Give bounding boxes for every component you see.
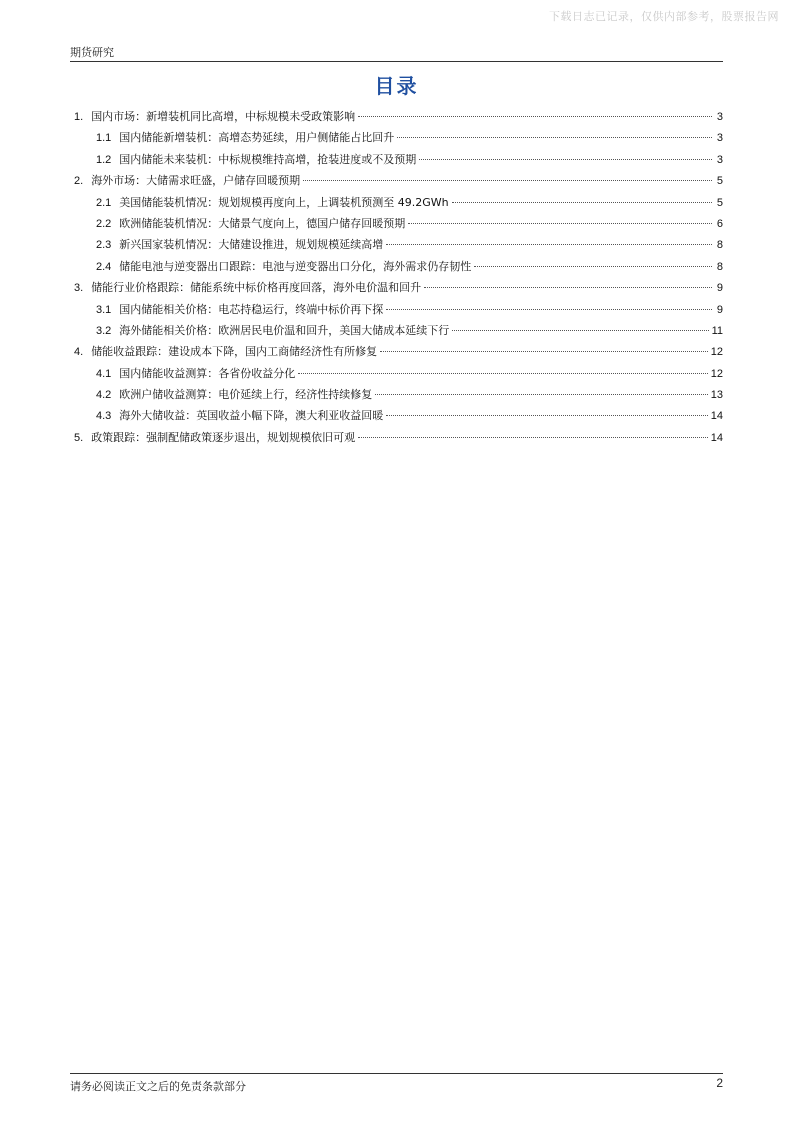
toc-entry[interactable] [70, 384, 723, 405]
toc-entry-title: 国内储能新增装机：高增态势延续，用户侧储能占比回升 [119, 131, 395, 145]
toc-entry-title: 政策跟踪：强制配储政策逐步退出，规划规模依旧可观 [91, 430, 356, 444]
toc-entry[interactable] [70, 341, 723, 362]
toc-leader-dots [419, 159, 712, 160]
toc-entry-title: 欧洲户储收益测算：电价延续上行，经济性持续修复 [119, 388, 373, 402]
toc-entry-title: 欧洲储能装机情况：大储景气度向上，德国户储存回暖预期 [119, 216, 406, 230]
toc-entry-title: 储能行业价格跟踪：储能系统中标价格再度回落，海外电价温和回升 [91, 281, 422, 295]
toc-entry-number: 1.2 [96, 153, 112, 166]
toc-leader-dots [474, 266, 712, 267]
toc-entry[interactable] [70, 427, 723, 448]
toc-entry-number: 3.2 [96, 324, 112, 337]
toc-entry-title: 美国储能装机情况：规划规模再度向上，上调装机预测至 49.2GWh [119, 195, 449, 209]
toc-entry[interactable] [70, 277, 723, 298]
toc-entry-title: 海外储能相关价格：欧洲居民电价温和回升，美国大储成本延续下行 [119, 323, 450, 337]
toc-entry-title: 国内储能收益测算：各省份收益分化 [119, 366, 296, 380]
toc-leader-dots [358, 116, 712, 117]
toc-entry-title: 国内市场：新增装机同比高增，中标规模未受政策影响 [91, 110, 356, 123]
toc-entry-number: 2.1 [96, 196, 112, 209]
toc-entry-page: 14 [710, 431, 723, 444]
toc-entry[interactable] [70, 149, 723, 170]
toc-entry-page: 8 [716, 260, 723, 273]
toc-leader-dots [380, 351, 708, 352]
toc-leader-dots [375, 394, 707, 395]
toc-entry-title: 海外市场：大储需求旺盛，户储存回暖预期 [91, 174, 301, 188]
toc-entry-number: 4. [74, 346, 84, 359]
toc-entry-number: 5. [74, 431, 84, 444]
toc-entry-page: 14 [710, 410, 723, 423]
toc-entry-page: 12 [710, 346, 723, 359]
toc-entry[interactable] [70, 213, 723, 234]
toc-entry-number: 4.2 [96, 389, 112, 402]
toc-entry-page: 5 [716, 196, 723, 209]
page-number: 2 [716, 1076, 723, 1090]
toc-entry-number: 3.1 [96, 303, 112, 316]
toc-leader-dots [358, 437, 708, 438]
toc-entry-number: 4.1 [96, 367, 112, 380]
toc-leader-dots [452, 202, 712, 203]
toc-leader-dots [397, 137, 712, 138]
toc-entry-title: 国内储能未来装机：中标规模维持高增，抢装进度或不及预期 [119, 152, 417, 166]
toc-entry-title: 储能电池与逆变器出口跟踪：电池与逆变器出口分化，海外需求仍存韧性 [119, 259, 472, 273]
footer-divider [70, 1073, 723, 1074]
toc-entry[interactable] [70, 405, 723, 426]
header-divider [70, 61, 723, 62]
toc-entry-number: 1.1 [96, 132, 112, 145]
toc-leader-dots [424, 287, 712, 288]
toc-entry-title: 新兴国家装机情况：大储建设推进，规划规模延续高增 [119, 238, 384, 252]
table-of-contents [70, 106, 723, 448]
toc-entry-page: 3 [716, 132, 723, 145]
toc-entry-number: 3. [74, 282, 84, 295]
toc-leader-dots [386, 309, 712, 310]
toc-entry[interactable] [70, 192, 723, 213]
header-label: 期货研究 [70, 46, 114, 59]
toc-entry-number: 2.3 [96, 239, 112, 252]
toc-entry-page: 3 [716, 111, 723, 123]
toc-leader-dots [303, 180, 712, 181]
toc-leader-dots [452, 330, 708, 331]
toc-entry[interactable] [70, 299, 723, 320]
toc-entry-page: 11 [711, 324, 723, 337]
toc-entry[interactable] [70, 106, 723, 127]
toc-entry[interactable] [70, 234, 723, 255]
toc-entry-page: 13 [710, 389, 723, 402]
toc-entry-number: 2.4 [96, 260, 112, 273]
toc-entry[interactable] [70, 320, 723, 341]
toc-leader-dots [298, 373, 707, 374]
toc-entry[interactable] [70, 363, 723, 384]
toc-title: 目录 [374, 74, 419, 98]
toc-entry-title: 储能收益跟踪：建设成本下降，国内工商储经济性有所修复 [91, 345, 378, 359]
footer-disclaimer: 请务必阅读正文之后的免责条款部分 [70, 1080, 246, 1093]
toc-leader-dots [386, 244, 712, 245]
toc-leader-dots [408, 223, 712, 224]
toc-entry[interactable] [70, 256, 723, 277]
toc-entry[interactable] [70, 127, 723, 148]
toc-entry-page: 6 [716, 217, 723, 230]
toc-entry-page: 8 [716, 239, 723, 252]
toc-entry[interactable] [70, 170, 723, 191]
toc-entry-page: 9 [716, 282, 723, 295]
toc-entry-page: 9 [716, 303, 723, 316]
toc-entry-number: 4.3 [96, 410, 112, 423]
toc-entry-number: 1. [74, 111, 84, 123]
toc-entry-page: 5 [716, 175, 723, 188]
toc-entry-page: 12 [710, 367, 723, 380]
toc-entry-number: 2.2 [96, 217, 112, 230]
toc-entry-title: 海外大储收益：英国收益小幅下降，澳大利亚收益回暖 [119, 409, 384, 423]
watermark-text: 下载日志已记录，仅供内部参考，股票报告网 [549, 10, 779, 23]
toc-entry-number: 2. [74, 175, 84, 188]
toc-entry-title: 国内储能相关价格：电芯持稳运行，终端中标价再下探 [119, 302, 384, 316]
toc-entry-page: 3 [716, 153, 723, 166]
toc-leader-dots [386, 415, 707, 416]
